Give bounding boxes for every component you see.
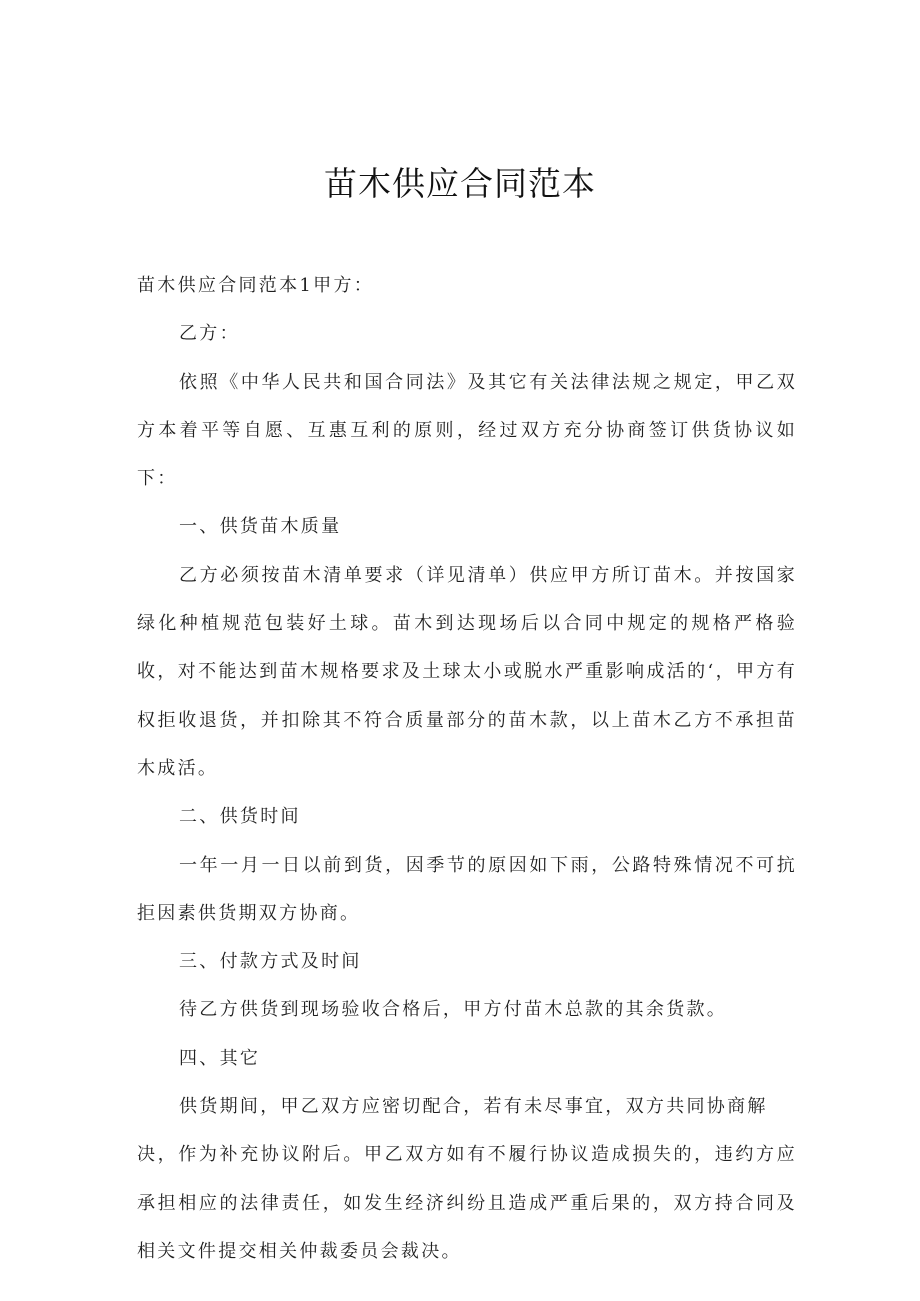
paragraph-legal-basis: 依照《中华人民共和国合同法》及其它有关法律法规之规定，甲乙双方本着平等自愿、互惠互利的原则，经过双方充分协商签订供货协议如下： [137, 371, 797, 490]
paragraph-party-b: 乙方： [179, 323, 240, 345]
paragraph-quality: 乙方必须按苗木清单要求（详见清单）供应甲方所订苗木。并按国家绿化种植规范包装好土球。苗木到达现场后以合同中规定的规格严格验收，对不能达到苗木规格要求及土球太小或脱水严重影响成活的‘，甲方有权拒收退货，并扣除其不符合质量部分的苗木款，以上苗木乙方不承担苗木成活。 [137, 564, 797, 779]
section-heading-other: 四、其它 [179, 1047, 261, 1069]
paragraph-other-line-1: 供货期间，甲乙双方应密切配合，若有未尽事宜，双方共同协商解 [179, 1096, 768, 1118]
document-title: 苗木供应合同范本 [324, 164, 596, 203]
section-heading-quality: 一、供货苗木质量 [179, 516, 342, 538]
paragraph-payment: 待乙方供货到现场验收合格后，甲方付苗木总款的其余货款。 [179, 999, 728, 1021]
paragraph-other-continued: 决，作为补充协议附后。甲乙双方如有不履行协议造成损失的，违约方应承担相应的法律责任，如发生经济纠纷且造成严重后果的，双方持合同及相关文件提交相关仲裁委员会裁决。 [137, 1144, 797, 1262]
document-body [137, 262, 797, 1276]
paragraph-delivery-time: 一年一月一日以前到货，因季节的原因如下雨，公路特殊情况不可抗拒因素供货期双方协商。 [137, 854, 797, 924]
section-heading-delivery-time: 二、供货时间 [179, 806, 301, 828]
paragraph-intro-party-a: 苗木供应合同范本1甲方： [137, 275, 375, 296]
section-heading-payment: 三、付款方式及时间 [179, 951, 362, 973]
